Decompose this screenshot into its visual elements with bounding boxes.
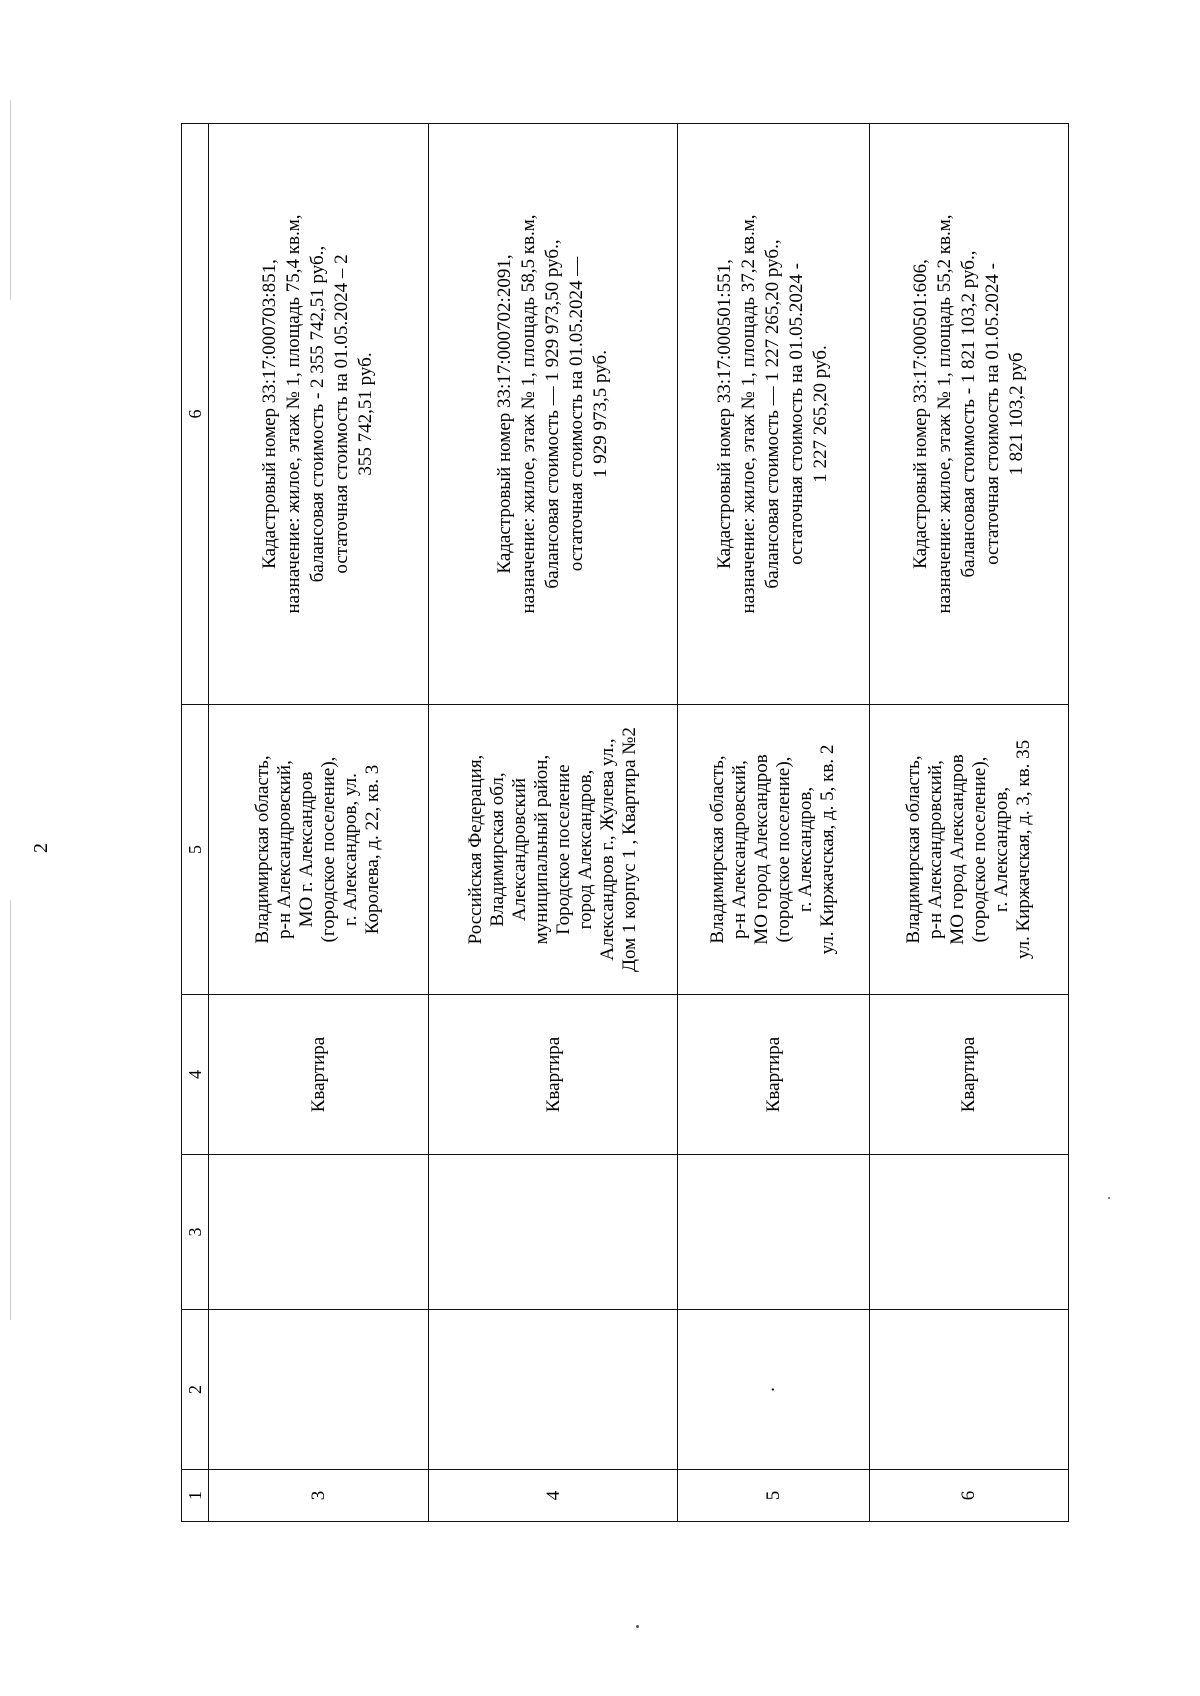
scan-dot xyxy=(1108,1197,1110,1199)
address-line: Королева, д. 22, кв. 3 xyxy=(362,764,384,935)
description-line: 1 929 973,5 руб. xyxy=(590,350,611,478)
description-line: 1 821 103,2 руб xyxy=(1005,352,1027,476)
table-row xyxy=(428,124,678,1522)
object-type: Квартира xyxy=(869,995,1068,1155)
property-table xyxy=(181,123,1069,1522)
description-line: балансовая стоимость - 2 355 742,51 руб., xyxy=(307,245,329,583)
description-cell xyxy=(869,124,1068,705)
address-line: МО город Александров xyxy=(751,754,773,945)
row-number: 4 xyxy=(428,1470,678,1522)
cell-col2: · xyxy=(678,1310,869,1470)
address-line: (городское поселение), xyxy=(773,756,795,943)
row-number: 5 xyxy=(678,1470,869,1522)
rotated-table-wrapper xyxy=(181,124,1069,1522)
description-line: назначение: жилое, этаж № 1, площадь 58,5 кв.м, xyxy=(518,214,539,614)
address-line: МО г. Александров xyxy=(296,771,318,928)
address-line: р-н Александровский, xyxy=(924,760,946,939)
description-line: Кадастровый номер 33:17:000703:851, xyxy=(259,259,281,569)
header-col-2: 2 xyxy=(182,1310,209,1470)
address-line: Российская Федерация, xyxy=(465,754,486,945)
table-row xyxy=(869,124,1068,1522)
description-line: остаточная стоимость на 01.05.2024 — xyxy=(566,256,587,572)
address-line: ул. Киржачская, д. 3, кв. 35 xyxy=(1012,739,1034,960)
description-cell xyxy=(678,124,869,705)
address-line: г. Александров, xyxy=(990,786,1012,913)
cell-col2 xyxy=(428,1310,678,1470)
address-line: МО город Александров xyxy=(946,754,968,945)
object-type: Квартира xyxy=(209,995,428,1155)
table-row xyxy=(209,124,428,1522)
object-type: Квартира xyxy=(428,995,678,1155)
object-type: Квартира xyxy=(678,995,869,1155)
description-line: Кадастровый номер 33:17:000501:606, xyxy=(909,259,931,569)
description-cell xyxy=(209,124,428,705)
address-line: муниципальный район, xyxy=(531,754,552,945)
cell-col3 xyxy=(428,1155,678,1310)
address-cell xyxy=(869,705,1068,995)
description-line: назначение: жилое, этаж № 1, площадь 75,4 кв.м, xyxy=(283,214,305,614)
header-col-3: 3 xyxy=(182,1155,209,1310)
address-line: Александров г., Жулева ул., xyxy=(597,738,618,961)
description-line: остаточная стоимость на 01.05.2024 - xyxy=(981,263,1003,565)
page-number: 2 xyxy=(30,843,52,853)
description-cell xyxy=(428,124,678,705)
header-col-6: 6 xyxy=(182,124,209,705)
address-line: Владимирская область, xyxy=(902,755,924,944)
header-col-4: 4 xyxy=(182,995,209,1155)
cell-col3 xyxy=(678,1155,869,1310)
address-line: (городское поселение), xyxy=(968,756,990,943)
address-line: город Александров, xyxy=(575,769,596,930)
address-line: р-н Александровский, xyxy=(274,760,296,939)
description-line: назначение: жилое, этаж № 1, площадь 55,2 кв.м, xyxy=(933,214,955,614)
description-line: назначение: жилое, этаж № 1, площадь 37,2 кв.м, xyxy=(738,214,760,614)
description-line: остаточная стоимость на 01.05.2024 - xyxy=(786,263,808,565)
scan-artifact xyxy=(10,900,11,1320)
cell-col2 xyxy=(209,1310,428,1470)
cell-col3 xyxy=(209,1155,428,1310)
cell-col2 xyxy=(869,1310,1068,1470)
scan-dot xyxy=(636,1625,639,1628)
address-line: Александровский xyxy=(509,777,530,922)
description-line: балансовая стоимость — 1 929 973,50 руб., xyxy=(542,239,563,589)
description-line: Кадастровый номер 33:17:000501:551, xyxy=(714,259,736,569)
header-col-5: 5 xyxy=(182,705,209,995)
description-line: остаточная стоимость на 01.05.2024 – 2 xyxy=(331,254,353,574)
row-number: 6 xyxy=(869,1470,1068,1522)
address-line: р-н Александровский, xyxy=(729,760,751,939)
address-line: Владимирская область, xyxy=(252,755,274,944)
table-row xyxy=(678,124,869,1522)
address-line: (городское поселение), xyxy=(318,756,340,943)
address-line: Городское поселение xyxy=(553,764,574,935)
scan-artifact xyxy=(10,100,11,300)
row-number: 3 xyxy=(209,1470,428,1522)
header-row xyxy=(182,124,209,1522)
description-line: балансовая стоимость - 1 821 103,2 руб., xyxy=(957,250,979,578)
address-line: Владимирская обл, xyxy=(487,772,508,927)
header-col-1: 1 xyxy=(182,1470,209,1522)
address-line: Дом 1 корпус 1 , Квартира №2 xyxy=(619,727,640,972)
address-line: ул. Киржачская, д. 5, кв. 2 xyxy=(817,744,839,955)
address-cell xyxy=(678,705,869,995)
description-line: 1 227 265,20 руб. xyxy=(810,345,832,483)
description-line: 355 742,51 руб. xyxy=(355,352,377,476)
address-line: Владимирская область, xyxy=(707,755,729,944)
cell-col3 xyxy=(869,1155,1068,1310)
address-cell xyxy=(428,705,678,995)
address-line: г. Александров, ул. xyxy=(340,773,362,926)
description-line: Кадастровый номер 33:17:000702:2091, xyxy=(494,254,515,574)
address-cell xyxy=(209,705,428,995)
description-line: балансовая стоимость — 1 227 265,20 руб., xyxy=(762,239,784,589)
address-line: г. Александров, xyxy=(795,786,817,913)
